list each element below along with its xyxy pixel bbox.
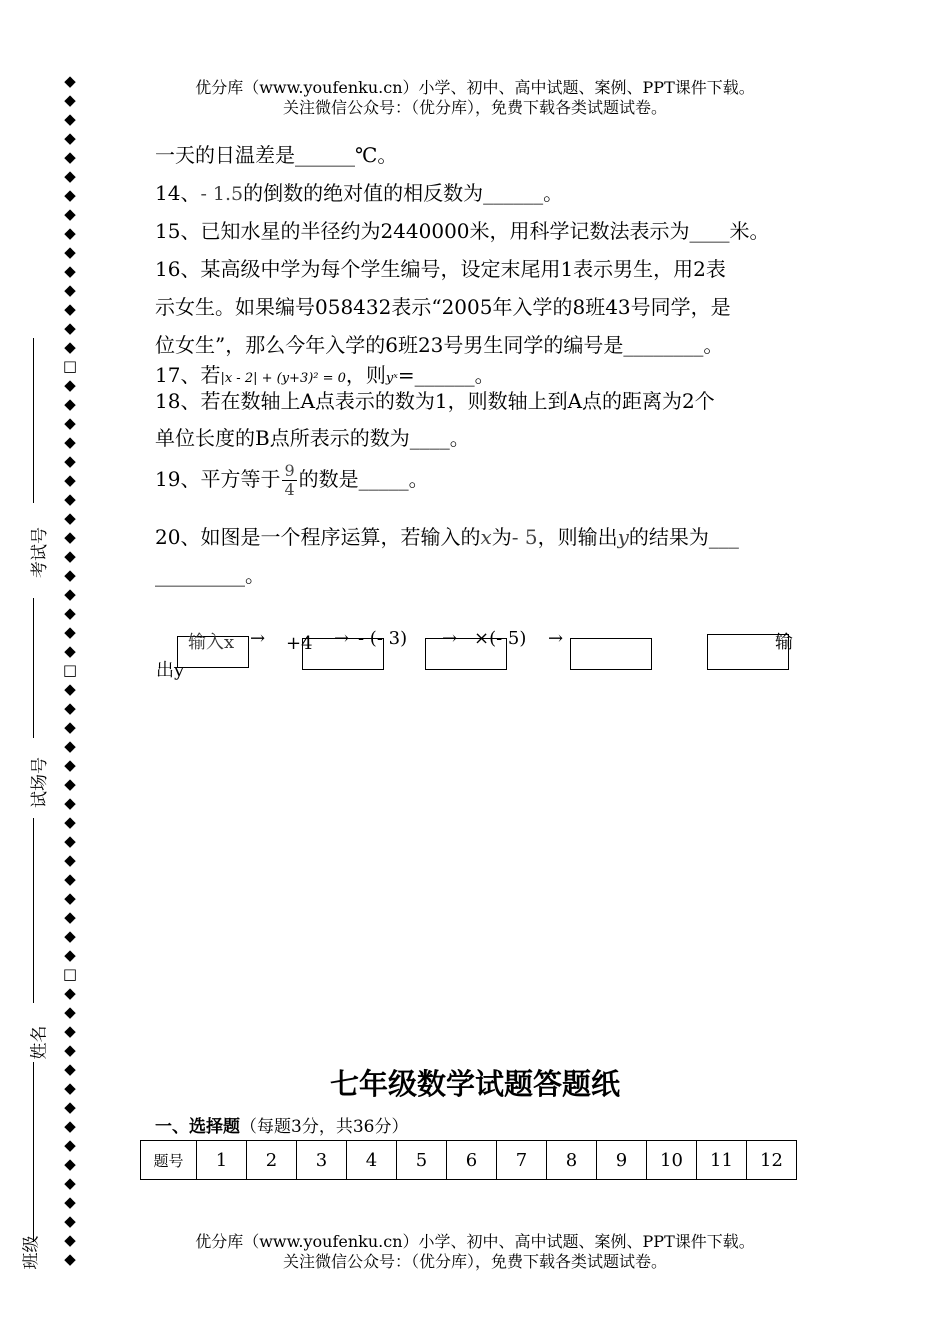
answer-cell[interactable]: 5 (397, 1141, 447, 1180)
flow-box-multiply (570, 638, 652, 670)
flow-op-subtract: - (- 3) (358, 628, 408, 649)
table-row (141, 1141, 797, 1180)
answer-cell[interactable]: 6 (447, 1141, 497, 1180)
section-label: 一、选择题 (155, 1117, 240, 1137)
diamond-column: ◆◆◆◆◆◆◆◆◆◆◆◆◆◆◆□◆◆◆◆◆◆◆◆◆◆◆◆◆◆◆□◆◆◆◆◆◆◆◆◆◆◆◆◆◆◆□◆◆◆◆◆◆◆◆◆◆◆◆◆◆◆ (62, 72, 78, 1268)
room-line (33, 598, 34, 738)
question-16-line-2: 示女生。如果编号058432表示“2005年入学的8班43号同学，是 (155, 295, 731, 319)
label-class: 班级 (21, 1235, 42, 1270)
question-16-line-3: 位女生”，那么今年入学的6班23号男生同学的编号是________。 (155, 333, 724, 357)
answer-cell[interactable]: 10 (647, 1141, 697, 1180)
q17-equation: |x - 2| + (y+3)² = 0 (220, 371, 346, 386)
answer-table (140, 1140, 797, 1180)
question-15: 15、已知水星的半径约为2440000米，用科学记数法表示为____米。 (155, 219, 770, 243)
flow-arrow-4: → (548, 628, 564, 649)
name-line (33, 818, 34, 1003)
flow-op-multiply: ×(- 5) (474, 628, 527, 649)
answer-cell[interactable]: 9 (597, 1141, 647, 1180)
flow-input-label: 输入x (188, 632, 235, 653)
answer-cell[interactable]: 12 (747, 1141, 797, 1180)
answer-cell[interactable]: 4 (347, 1141, 397, 1180)
question-18-line-2: 单位长度的B点所表示的数为____。 (155, 426, 470, 450)
question-16-line-1: 16、某高级中学为每个学生编号，设定末尾用1表示男生，用2表 (155, 257, 726, 281)
answer-cell[interactable]: 8 (547, 1141, 597, 1180)
question-19: 19、平方等于 $\frac{9}{4}$ 的数是_____。 (155, 461, 429, 499)
question-20-line-1: 20、如图是一个程序运算，若输入的x为- 5，则输出y的结果为___ (155, 525, 739, 549)
flow-arrow-3: → (442, 628, 458, 649)
flow-output-label-1: 输 (775, 632, 793, 653)
footer-line-2: 关注微信公众号：（优分库），免费下载各类试题试卷。 (282, 1252, 667, 1271)
question-20-line-2: _________。 (155, 563, 265, 587)
footer-line-1: 优分库（www.youfenku.cn）小学、初中、高中试题、案例、PPT课件下载。 (195, 1232, 755, 1251)
question-17: 17、若|x - 2| + (y+3)² = 0，则yˣ=______。 (155, 363, 495, 387)
answer-cell[interactable]: 11 (697, 1141, 747, 1180)
section-heading (155, 1112, 408, 1137)
flow-arrow-1: → (250, 628, 266, 649)
question-14: 14、- 1.5的倒数的绝对值的相反数为______。 (155, 181, 564, 205)
q13-tail: 一天的日温差是______℃。 (155, 143, 398, 167)
exam-no-line (33, 338, 34, 503)
question-18-line-1: 18、若在数轴上A点表示的数为1，则数轴上到A点的距离为2个 (155, 389, 715, 413)
label-room: 试场号 (30, 757, 50, 808)
flow-arrow-2: → (334, 628, 350, 649)
label-exam-no: 考试号 (30, 527, 50, 578)
answer-sheet-title: 七年级数学试题答题纸 (329, 1067, 620, 1101)
answer-cell[interactable]: 7 (497, 1141, 547, 1180)
section-note: （每题3分，共36分） (240, 1117, 409, 1137)
q14-number: - 1.5 (200, 183, 244, 205)
q19-fraction: $\frac{9}{4}$ (284, 461, 295, 499)
answer-cell[interactable]: 1 (197, 1141, 247, 1180)
label-name: 姓名 (29, 1025, 50, 1060)
q17-power: yˣ (385, 371, 398, 386)
header-line-2: 关注微信公众号：（优分库），免费下载各类试题试卷。 (282, 98, 667, 117)
flow-op-add: +4 (286, 633, 313, 654)
flow-output-label-2: 出y (156, 660, 185, 681)
table-row-header: 题号 (141, 1141, 197, 1180)
header-line-1: 优分库（www.youfenku.cn）小学、初中、高中试题、案例、PPT课件下载。 (195, 78, 755, 97)
answer-cell[interactable]: 2 (247, 1141, 297, 1180)
answer-cell[interactable]: 3 (297, 1141, 347, 1180)
